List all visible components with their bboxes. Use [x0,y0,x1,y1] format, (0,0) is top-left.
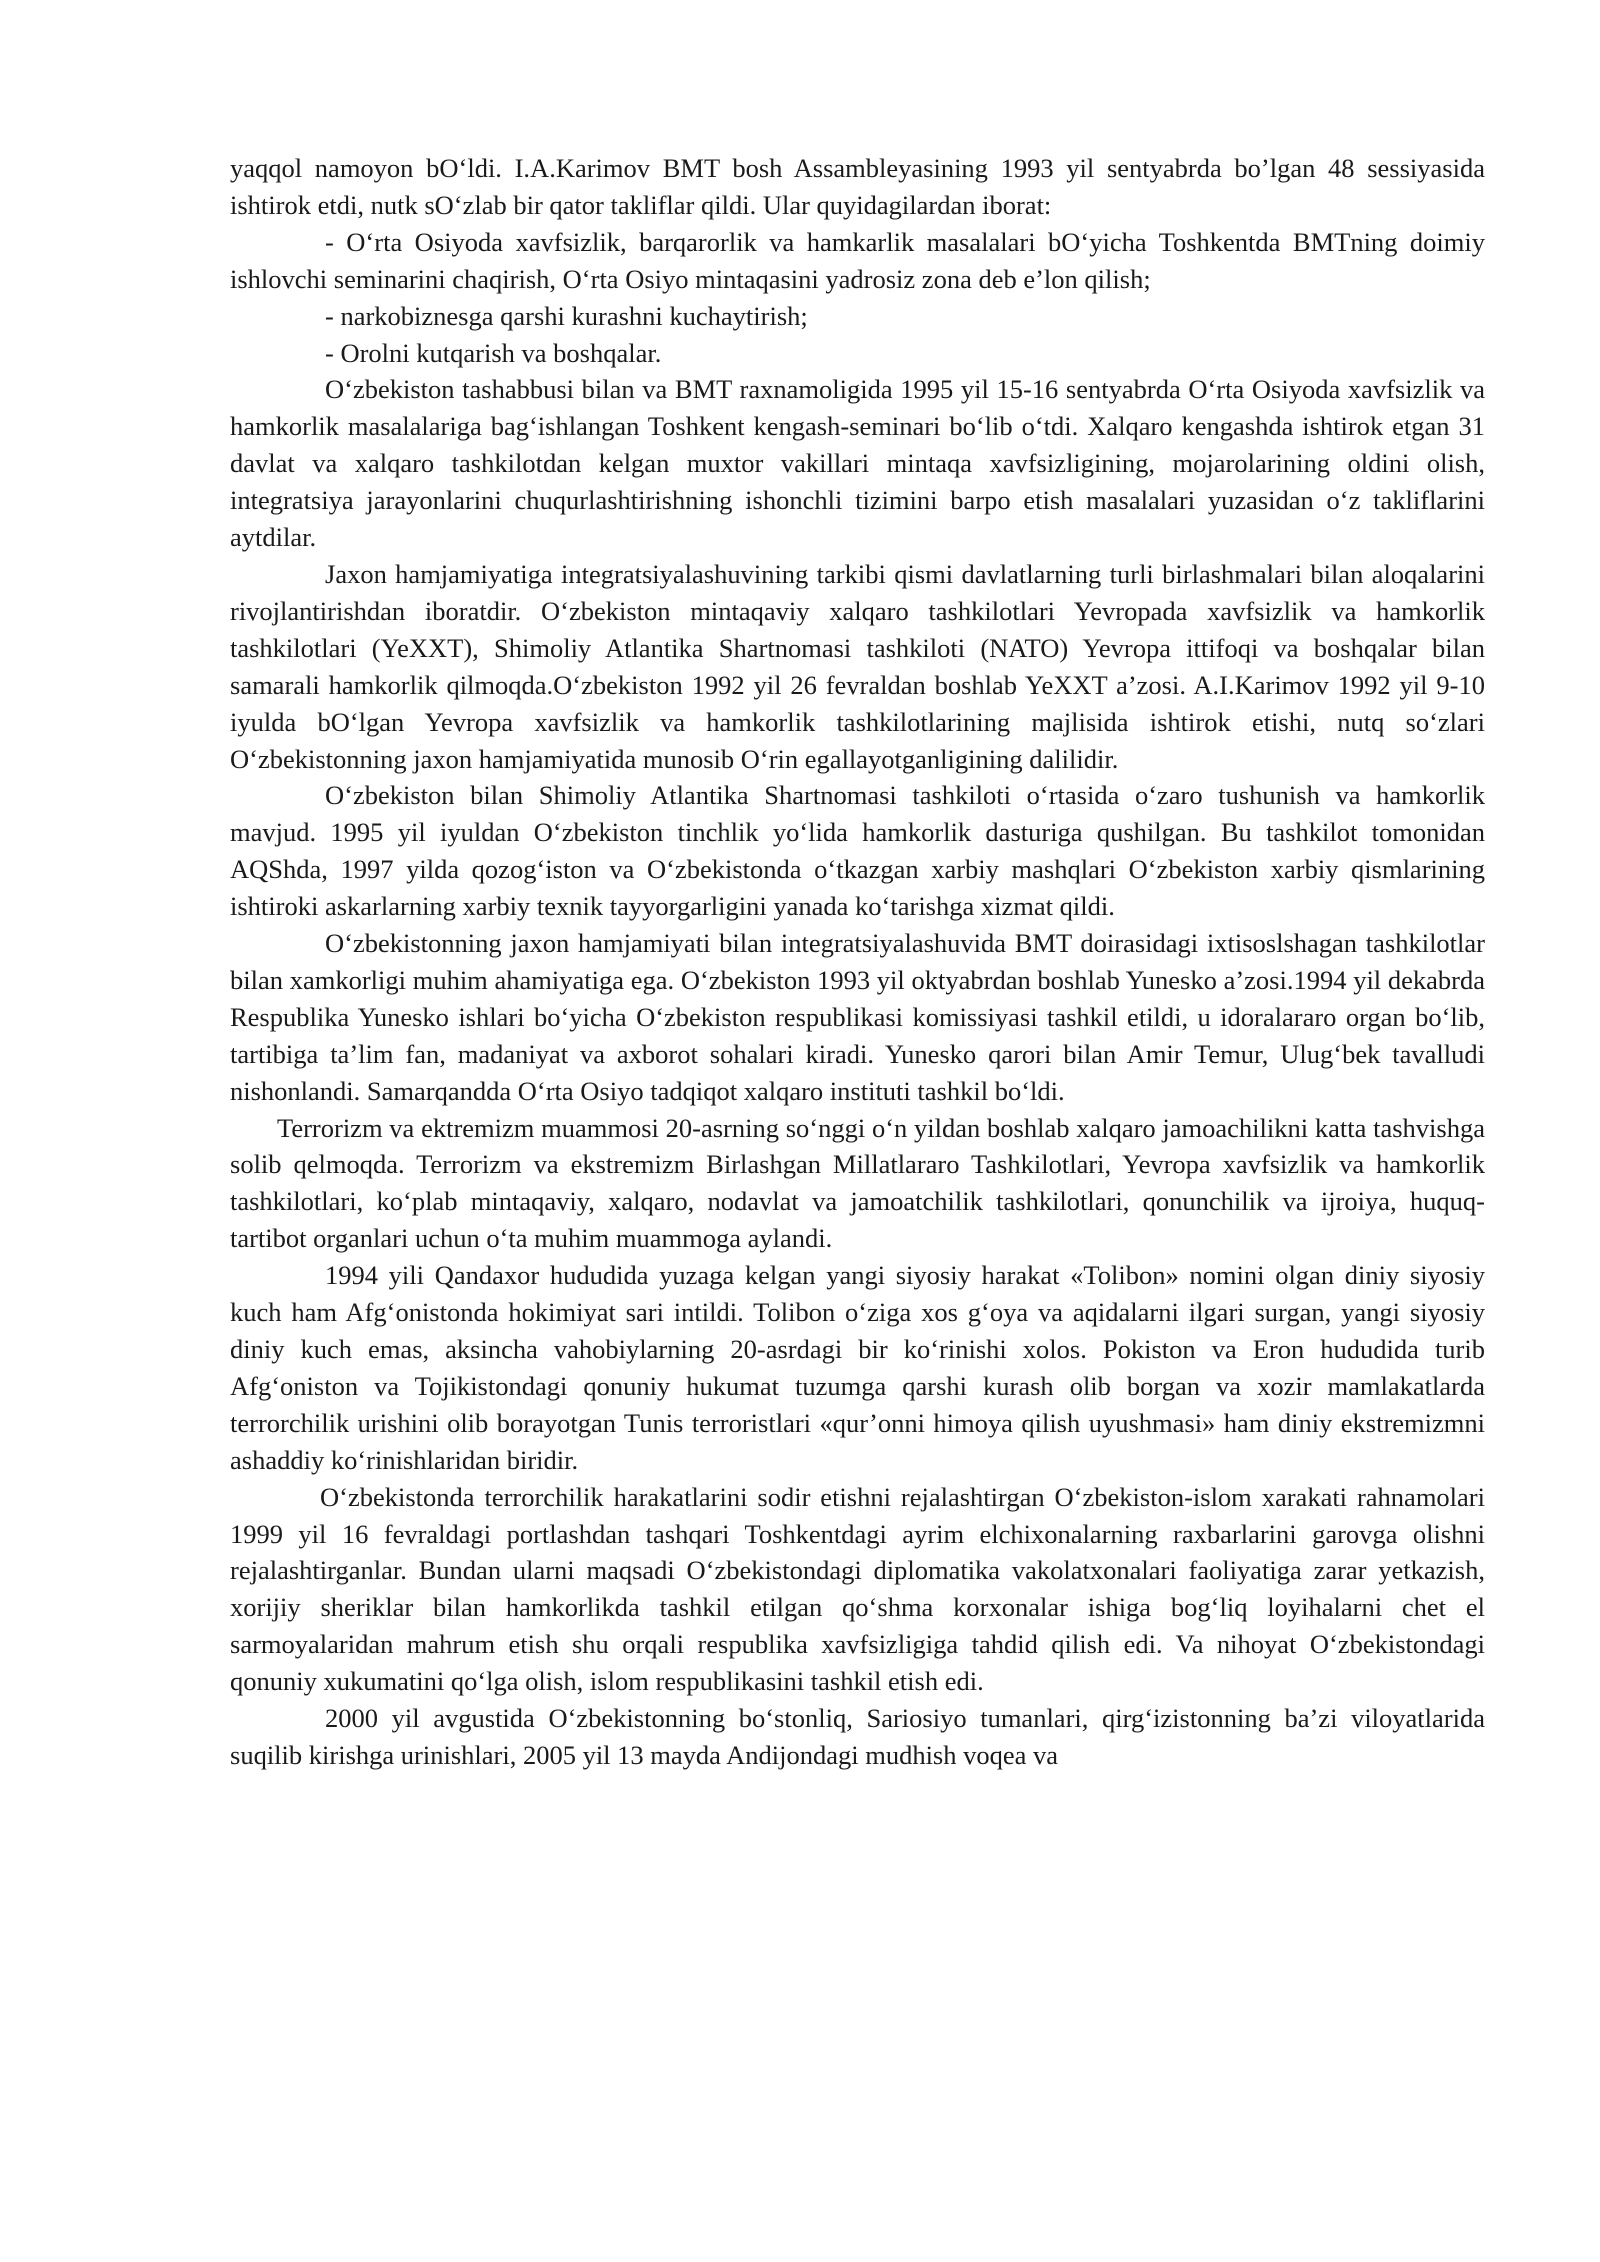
paragraph-unesco: O‘zbekistonning jaxon hamjamiyati bilan integratsiyalashuvida BMT doirasidagi ixtisoslshagan tashkilotlar bilan xamkorligi muhim ahamiyatiga ega. O‘zbekiston 1993 yil oktyabrdan boshlab Yunesko a’zosi.1994 yil dekabrda Respublika Yunesko ishlari bo‘yicha O‘zbekiston respublikasi komissiyasi tashkil etildi, u idoralararo organ bo‘lib, tartibiga ta’lim fan, madaniyat va axborot sohalari kiradi. Yunesko qarori bilan Amir Temur, Ulug‘bek tavalludi nishonlandi. Samarqandda O‘rta Osiyo tadqiqot xalqaro instituti tashkil bo‘ldi. [230,928,1485,1106]
paragraph-taliban: 1994 yili Qandaxor hududida yuzaga kelgan yangi siyosiy harakat «Tolibon» nomini olgan diniy siyosiy kuch ham Afg‘onistonda hokimiyat sari intildi. Tolibon o‘ziga xos g‘oya va aqidalarni ilgari surgan, yangi siyosiy diniy kuch emas, aksincha vahobiylarning 20-asrdagi bir ko‘rinishi xolos. Pokiston va Eron hududida turib Afg‘oniston va Tojikistondagi qonuniy hukumat tuzumga qarshi kurash olib borgan va xozir mamlakatlarda terrorchilik urishini olib borayotgan Tunis terroristlari «qur’onni himoya qilish uyushmasi» ham diniy ekstremizmni ashaddiy ko‘rinishlaridan biridir. [230,1260,1485,1475]
list-item-seminar: - O‘rta Osiyoda xavfsizlik, barqarorlik va hamkarlik masalalari bO‘yicha Toshkentda BMTning doimiy ishlovchi seminarini chaqirish, O‘rta Osiyo mintaqasini yadrosiz zona deb e’lon qilish; [230,226,1485,294]
list-item-narcobusiness: - narkobiznesga qarshi kurashni kuchaytirish; [325,300,808,331]
paragraph-nato: O‘zbekiston bilan Shimoliy Atlantika Shartnomasi tashkiloti o‘rtasida o‘zaro tushunish va hamkorlik mavjud. 1995 yil iyuldan O‘zbekiston tinchlik yo‘lida hamkorlik dasturiga qushilgan. Bu tashkilot tomonidan AQShda, 1997 yilda qozog‘iston va O‘zbekistonda o‘tkazgan xarbiy mashqlari O‘zbekiston xarbiy qismlarining ishtiroki askarlarning xarbiy texnik tayyorgarligini yanada ko‘tarishga xizmat qildi. [230,780,1485,922]
paragraph-continuation: yaqqol namoyon bO‘ldi. I.A.Karimov BMT bosh Assambleyasining 1993 yil sentyabrda bo’lgan 48 sessiyasida ishtirok etdi, nutk sO‘zlab bir qator takliflar qildi. Ular quyidagilardan iborat: [230,153,1485,220]
list-item-aral: - Orolni kutqarish va boshqalar. [325,337,662,368]
paragraph-tashkent-seminar: O‘zbekiston tashabbusi bilan va BMT raxnamoligida 1995 yil 15-16 sentyabrda O‘rta Osiyoda xavfsizlik va hamkorlik masalalariga bag‘ishlangan Toshkent kengash-seminari bo‘lib o‘tdi. Xalqaro kengashda ishtirok etgan 31 davlat va xalqaro tashkilotdan kelgan muxtor vakillari mintaqa xavfsizligining, mojarolarining oldini olish, integratsiya jarayonlarini chuqurlashtirishning ishonchli tizimini barpo etish masalalari yuzasidan o‘z takliflarini aytdilar. [230,374,1485,553]
paragraph-integration: Jaxon hamjamiyatiga integratsiyalashuvining tarkibi qismi davlatlarning turli birlashmalari bilan aloqalarini rivojlantirishdan iboratdir. O‘zbekiston mintaqaviy xalqaro tashkilotlari Yevropada xavfsizlik va hamkorlik tashkilotlari (YeXXT), Shimoliy Atlantika Shartnomasi tashkiloti (NATO) Yevropa ittifoqi va boshqalar bilan samarali hamkorlik qilmoqda.O‘zbekiston 1992 yil 26 fevraldan boshlab YeXXT a’zosi. A.I.Karimov 1992 yil 9-10 iyulda bO‘lgan Yevropa xavfsizlik va hamkorlik tashkilotlarining majlisida ishtirok etishi, nutq so‘zlari O‘zbekistonning jaxon hamjamiyatida munosib O‘rin egallayotganligining dalilidir. [230,558,1485,774]
paragraph-2000-incursion: 2000 yil avgustida O‘zbekistonning bo‘stonliq, Sariosiyo tumanlari, qirg‘izistonning ba’zi viloyatlarida suqilib kirishga urinishlari, 2005 yil 13 mayda Andijondagi mudhish voqea va [230,1703,1485,1770]
paragraph-terrorism: Terrorizm va ektremizm muammosi 20-asrning so‘nggi o‘n yildan boshlab xalqaro jamoachilikni katta tashvishga solib qelmoqda. Terrorizm va ekstremizm Birlashgan Millatlararo Tashkilotlari, Yevropa xavfsizlik va hamkorlik tashkilotlari, ko‘plab mintaqaviy, xalqaro, nodavlat va jamoatchilik tashkilotlari, qonunchilik va ijroiya, huquq-tartibot organlari uchun o‘ta muhim muammoga aylandi. [230,1112,1485,1254]
paragraph-islamic-movement: O‘zbekistonda terrorchilik harakatlarini sodir etishni rejalashtirgan O‘zbekiston-islom xarakati rahnamolari 1999 yil 16 fevraldagi portlashdan tashqari Toshkentdagi ayrim elchixonalarning raxbarlarini garovga olishni rejalashtirganlar. Bundan ularni maqsadi O‘zbekistondagi diplomatika vakolatxonalari faoliyatiga zarar yetkazish, xorijiy sheriklar bilan hamkorlikda tashkil etilgan qo‘shma korxonalar ishiga bog‘liq loyihalarni chet el sarmoyalaridan mahrum etish shu orqali respublika xavfsizligiga tahdid qilish edi. Va nihoyat O‘zbekistondagi qonuniy xukumatini qo‘lga olish, islom respublikasini tashkil etish edi. [230,1481,1485,1697]
